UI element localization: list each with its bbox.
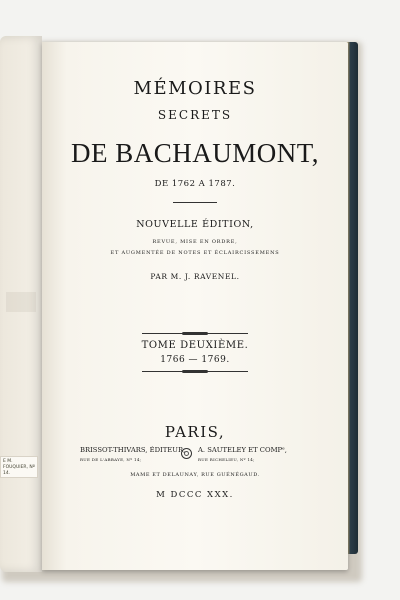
publisher-left <box>80 446 186 462</box>
publisher-right-address: RUE RICHELIEU, Nº 14; <box>198 457 255 462</box>
publisher-left-name: BRISSOT-THIVARS, ÉDITEUR, <box>80 446 186 454</box>
author-line: DE BACHAUMONT, <box>71 138 319 168</box>
volume-years: 1766 — 1769. <box>160 355 230 365</box>
revision-line-1: REVUE, MISE EN ORDRE, <box>152 239 238 245</box>
title-page <box>42 42 348 570</box>
date-range: DE 1762 A 1787. <box>154 179 236 189</box>
publisher-right-name: A. SAUTELEY ET COMPᵉ, <box>198 446 287 454</box>
city-line: PARIS, <box>164 423 226 441</box>
printer-line: MAME ET DELAUNAY, RUE GUÉNÉGAUD. <box>130 472 260 478</box>
title-line-1: MÉMOIRES <box>133 78 257 99</box>
publication-year: M DCCC XXX. <box>156 490 234 500</box>
publisher-right <box>198 446 328 462</box>
revision-line-2: ET AUGMENTÉE DE NOTES ET ÉCLAIRCISSEMENS <box>110 250 280 256</box>
book-cover-edge <box>0 36 42 572</box>
ornament-rule-bottom <box>142 370 248 374</box>
printer-mark-icon <box>181 448 192 459</box>
bookseller-sticker: E M. FOUQUIER, Nº 14. <box>0 456 38 478</box>
ornament-rule-top <box>142 332 248 336</box>
edition-line: NOUVELLE ÉDITION, <box>136 219 254 230</box>
publisher-left-address: RUE DE L'ABBAYE, Nº 14; <box>80 457 142 462</box>
volume-line: TOME DEUXIÈME. <box>141 340 249 351</box>
divider-rule <box>173 202 217 203</box>
cover-stain <box>6 292 36 312</box>
editor-line: PAR M. J. RAVENEL. <box>150 272 240 281</box>
title-line-2: SECRETS <box>157 108 233 122</box>
